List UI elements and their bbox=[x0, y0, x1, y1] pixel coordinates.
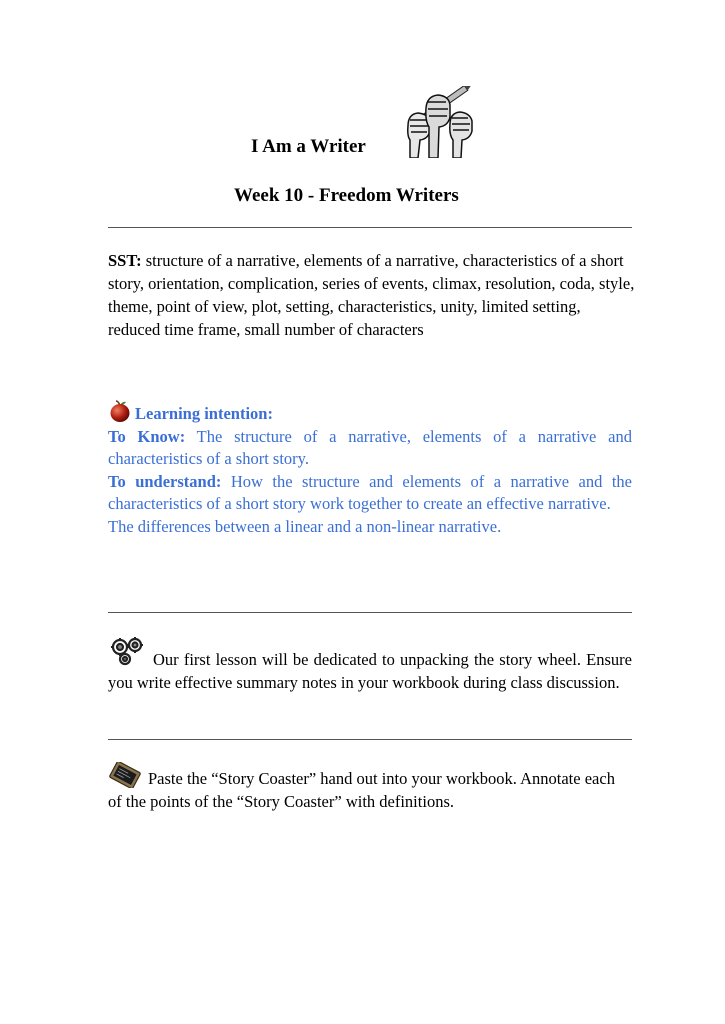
divider bbox=[108, 227, 632, 228]
to-understand-label: To understand: bbox=[108, 471, 222, 491]
apple-icon bbox=[108, 399, 132, 423]
to-know-paragraph bbox=[108, 426, 632, 471]
sst-text: structure of a narrative, elements of a narrative, characteristics of a short story, orientation, complication, series of events, climax, resolution, coda, style, theme, point of view, plot, setting, characteristics, unity, limited setting, reduced time frame, small number of characters bbox=[108, 251, 635, 339]
paste-paragraph bbox=[108, 762, 632, 813]
slate-icon bbox=[108, 762, 142, 788]
learning-intention-section bbox=[108, 403, 632, 538]
title-row bbox=[0, 86, 725, 158]
sst-label: SST: bbox=[108, 251, 142, 270]
lesson-text: Our first lesson will be dedicated to unpacking the story wheel. Ensure you write effective summary notes in your workbook during class discussion. bbox=[108, 650, 632, 692]
learning-intention-heading-row bbox=[108, 403, 632, 426]
document-title: I Am a Writer bbox=[251, 136, 366, 157]
raised-fists-pencil-icon bbox=[402, 86, 478, 158]
to-understand-paragraph bbox=[108, 471, 632, 516]
divider bbox=[108, 612, 632, 613]
to-understand-text: How the structure and elements of a narrative and the characteristics of a short story work together to create an effective narrative. bbox=[108, 471, 632, 513]
story-wheel-icon bbox=[108, 635, 150, 667]
sst-paragraph bbox=[108, 249, 636, 341]
differences-paragraph: The differences between a linear and a non-linear narrative. bbox=[108, 516, 502, 536]
divider bbox=[108, 739, 632, 740]
to-know-text: The structure of a narrative, elements of a narrative and characteristics of a short story. bbox=[108, 426, 632, 468]
lesson-paragraph bbox=[108, 635, 632, 694]
paste-text: Paste the “Story Coaster” hand out into your workbook. Annotate each of the points of the “Story Coaster” with definitions. bbox=[108, 769, 615, 811]
to-know-label: To Know: bbox=[108, 426, 186, 446]
learning-intention-heading: Learning intention: bbox=[135, 404, 273, 423]
document-page: I Am a Writer Week 10 - Freedom Writers SST: structure of a narrative, elements of a narrative, characteristics of a short story, orientation, complication, series of events, climax, resolution, coda, style, theme, point of view, plot, setting, characteristics, unity, limited setting, reduced time frame, small number of characters Learning intention: To Know: The structure of a narrative, elements of a narrative and characteristics of a short story. To understand: How the structure and elements of a narrative and the characteristics of a short story work together to create an effective narrative. The differences between a linear and a non-linear narrative. Our first lesson will be dedicated to unpacking the story wheel. Ensure you write effective summary notes in your workbook during class discussion. Paste the “Story Coaster” hand out into your workbook. Annotate each of the points of the “Story Coaster” with definitions. bbox=[0, 0, 725, 1024]
